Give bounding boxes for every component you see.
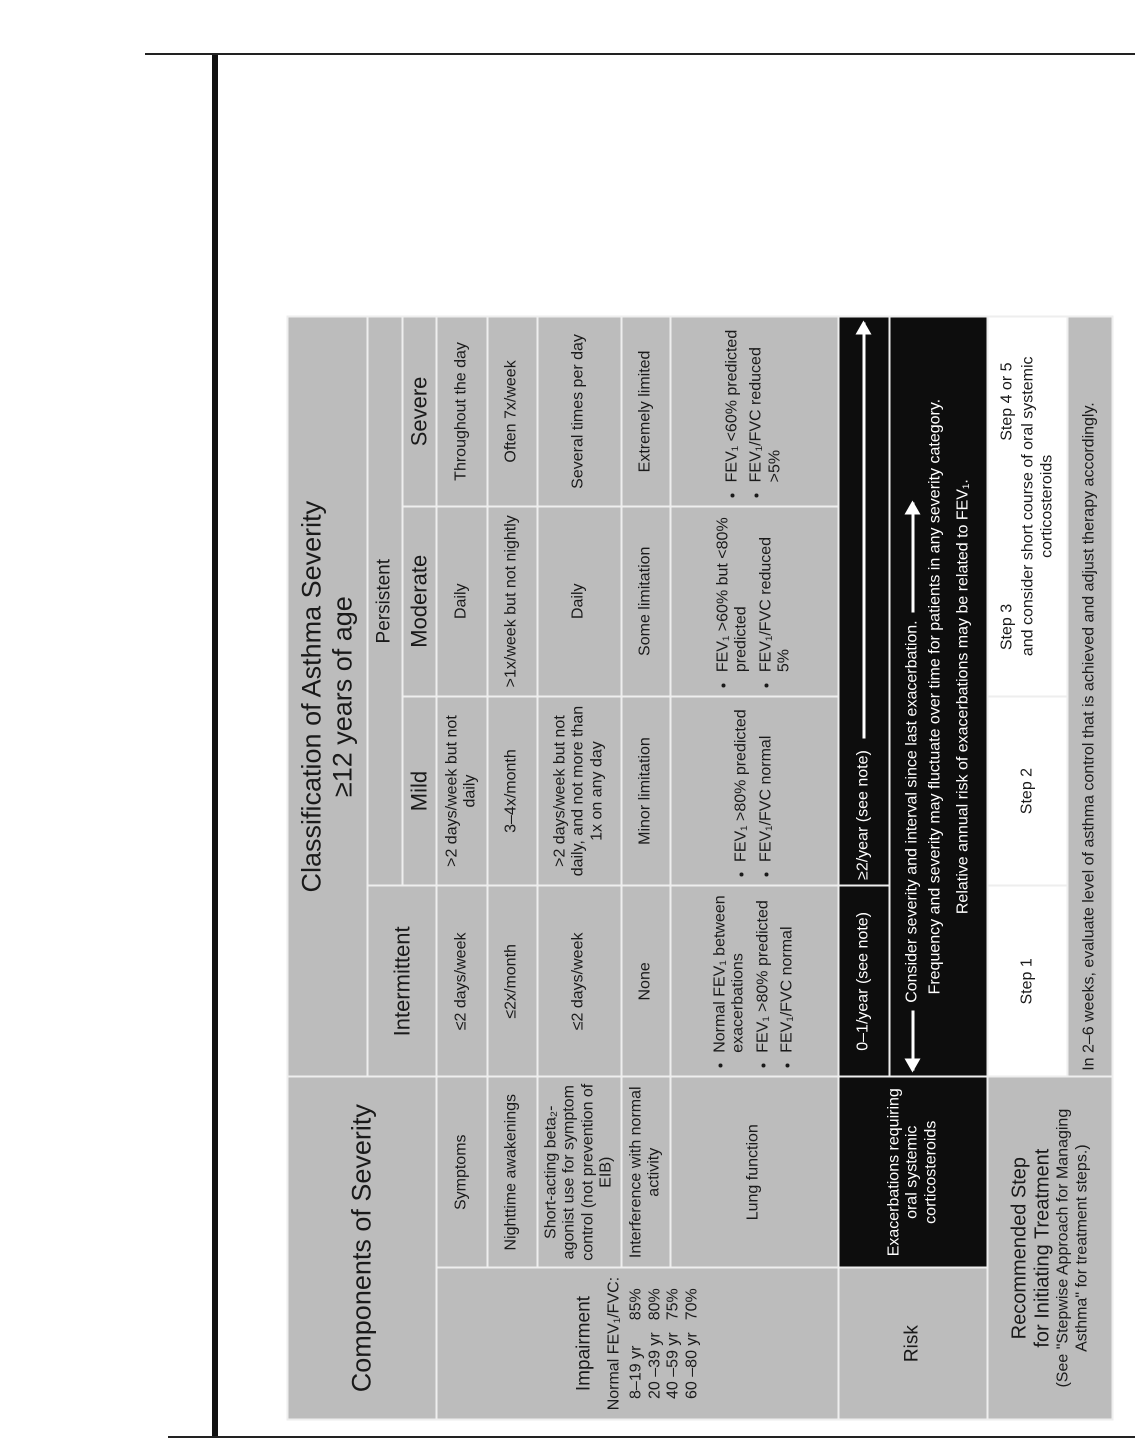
title-line1: Classification of Asthma Severity	[296, 500, 327, 893]
top-rule	[145, 53, 1135, 55]
asthma-severity-figure	[287, 316, 1114, 1421]
interference-intermittent: None	[621, 886, 670, 1077]
oral-steroids-note: and consider short course of oral systemic corticosteroids	[1019, 356, 1056, 657]
impairment-cell	[437, 1268, 838, 1420]
risk-persistent: ≥2/year (see note)	[854, 750, 872, 880]
persistent-header: Persistent	[367, 317, 402, 886]
normal-fev-row	[683, 1282, 701, 1405]
lung-function-label: Lung function	[670, 1077, 838, 1268]
normal-fev-title: Normal FEV₁/FVC:	[605, 1276, 623, 1411]
normal-fev-row	[628, 1282, 646, 1405]
nighttime-label: Nighttime awakenings	[487, 1077, 537, 1268]
evaluate-note: In 2–6 weeks, evaluate level of asthma control that is achieved and adjust therapy accordingly.	[1067, 317, 1112, 1077]
nighttime-severe: Often 7x/week	[487, 317, 537, 507]
right-arrow-icon	[912, 502, 915, 612]
nighttime-intermittent: ≤2x/month	[487, 886, 537, 1077]
classification-title	[288, 317, 368, 1077]
saba-label: Short-acting beta₂-agonist use for symptom control (not prevention of EIB)	[537, 1077, 621, 1268]
risk-note-3: Relative annual risk of exacerbations may be related to FEV₁.	[954, 479, 972, 915]
step-4-or-5: Step 4 or 5	[998, 362, 1016, 441]
components-heading: Components of Severity	[288, 1077, 437, 1420]
step-2: Step 2	[988, 696, 1068, 886]
impairment-label: Impairment	[573, 1296, 595, 1392]
risk-notes-arrow-row	[904, 323, 922, 1071]
exacerbations-label: Exacerbations requiring oral systemic corticosteroids	[838, 1077, 987, 1268]
recommended-label-2: for Initiating Treatment	[1031, 1148, 1054, 1348]
normal-pct: 70%	[683, 1288, 701, 1321]
lung-bullet: • FEV₁/FVC normal	[779, 892, 797, 1053]
lung-bullet: • FEV₁/FVC reduced >5%	[748, 323, 785, 483]
normal-fev-row	[665, 1282, 683, 1405]
recommended-label-1: Recommended Step	[1008, 1156, 1031, 1340]
recommended-step-cell	[988, 1077, 1113, 1420]
risk-persistent-cell	[838, 317, 889, 886]
interference-moderate: Some limitation	[621, 506, 670, 696]
recommended-label-3: (See "Stepwise Approach for Managing Asthma" for treatment steps.)	[1054, 1108, 1091, 1388]
risk-note-2: Frequency and severity may fluctuate over time for patients in any severity category.	[926, 398, 944, 995]
step-3-5-cell	[988, 317, 1068, 697]
asthma-severity-table	[287, 316, 1114, 1421]
saba-mild: >2 days/week but not daily, and not more than 1x on any day	[537, 696, 621, 886]
lung-severe	[670, 317, 838, 507]
step-1: Step 1	[988, 886, 1068, 1077]
lung-bullet: • FEV₁ >80% predicted	[733, 702, 751, 862]
saba-moderate: Daily	[537, 506, 621, 696]
moderate-header: Moderate	[402, 506, 437, 696]
lung-bullet: • FEV₁ <60% predicted	[724, 323, 742, 483]
lung-bullet: • FEV₁/FVC reduced 5%	[757, 512, 794, 672]
risk-notes	[889, 317, 987, 1077]
risk-intermittent: 0–1/year (see note)	[838, 886, 889, 1077]
symptoms-intermittent: ≤2 days/week	[437, 886, 487, 1077]
risk-note-1: Consider severity and interval since last exacerbation.	[903, 620, 921, 1003]
nighttime-mild: 3–4x/month	[487, 696, 537, 886]
interference-severe: Extremely limited	[621, 317, 670, 507]
symptoms-severe: Throughout the day	[437, 317, 487, 507]
normal-pct: 75%	[664, 1288, 682, 1321]
interference-label: Interference with normal activity	[621, 1077, 670, 1268]
left-margin-bar	[212, 55, 218, 1438]
right-arrow-icon	[862, 323, 865, 739]
left-arrow-icon	[912, 1011, 915, 1071]
persistent-arrow-row	[855, 323, 873, 880]
lung-moderate	[670, 506, 838, 696]
normal-pct: 85%	[627, 1288, 645, 1321]
normal-pct: 80%	[646, 1288, 664, 1321]
normal-age: 40 –59 yr	[664, 1332, 682, 1399]
intermittent-header: Intermittent	[367, 886, 437, 1077]
saba-severe: Several times per day	[537, 317, 621, 507]
lung-bullet: • Normal FEV₁ between exacerbations	[711, 892, 748, 1053]
saba-intermittent: ≤2 days/week	[537, 886, 621, 1077]
lung-bullet: • FEV₁ >60% but <80% predicted	[714, 512, 751, 672]
normal-fev-table	[628, 1282, 702, 1405]
bottom-rule	[168, 1436, 1135, 1438]
symptoms-mild: >2 days/week but not daily	[437, 696, 487, 886]
normal-age: 60 –80 yr	[683, 1332, 701, 1399]
symptoms-moderate: Daily	[437, 506, 487, 696]
lung-mild	[670, 696, 838, 886]
step-3: Step 3	[998, 603, 1016, 651]
normal-age: 20 –39 yr	[646, 1332, 664, 1399]
symptoms-label: Symptoms	[437, 1077, 487, 1268]
mild-header: Mild	[402, 696, 437, 886]
normal-age: 8–19 yr	[627, 1345, 645, 1399]
lung-intermittent	[670, 886, 838, 1077]
risk-label: Risk	[838, 1268, 987, 1420]
title-line2: ≥12 years of age	[327, 596, 358, 798]
interference-mild: Minor limitation	[621, 696, 670, 886]
lung-bullet: • FEV₁/FVC normal	[757, 702, 775, 862]
nighttime-moderate: >1x/week but not nightly	[487, 506, 537, 696]
step-3-5-row	[998, 323, 1016, 691]
lung-bullet: • FEV₁ >80% predicted	[754, 892, 772, 1053]
normal-fev-row	[646, 1282, 664, 1405]
severe-header: Severe	[402, 317, 437, 507]
